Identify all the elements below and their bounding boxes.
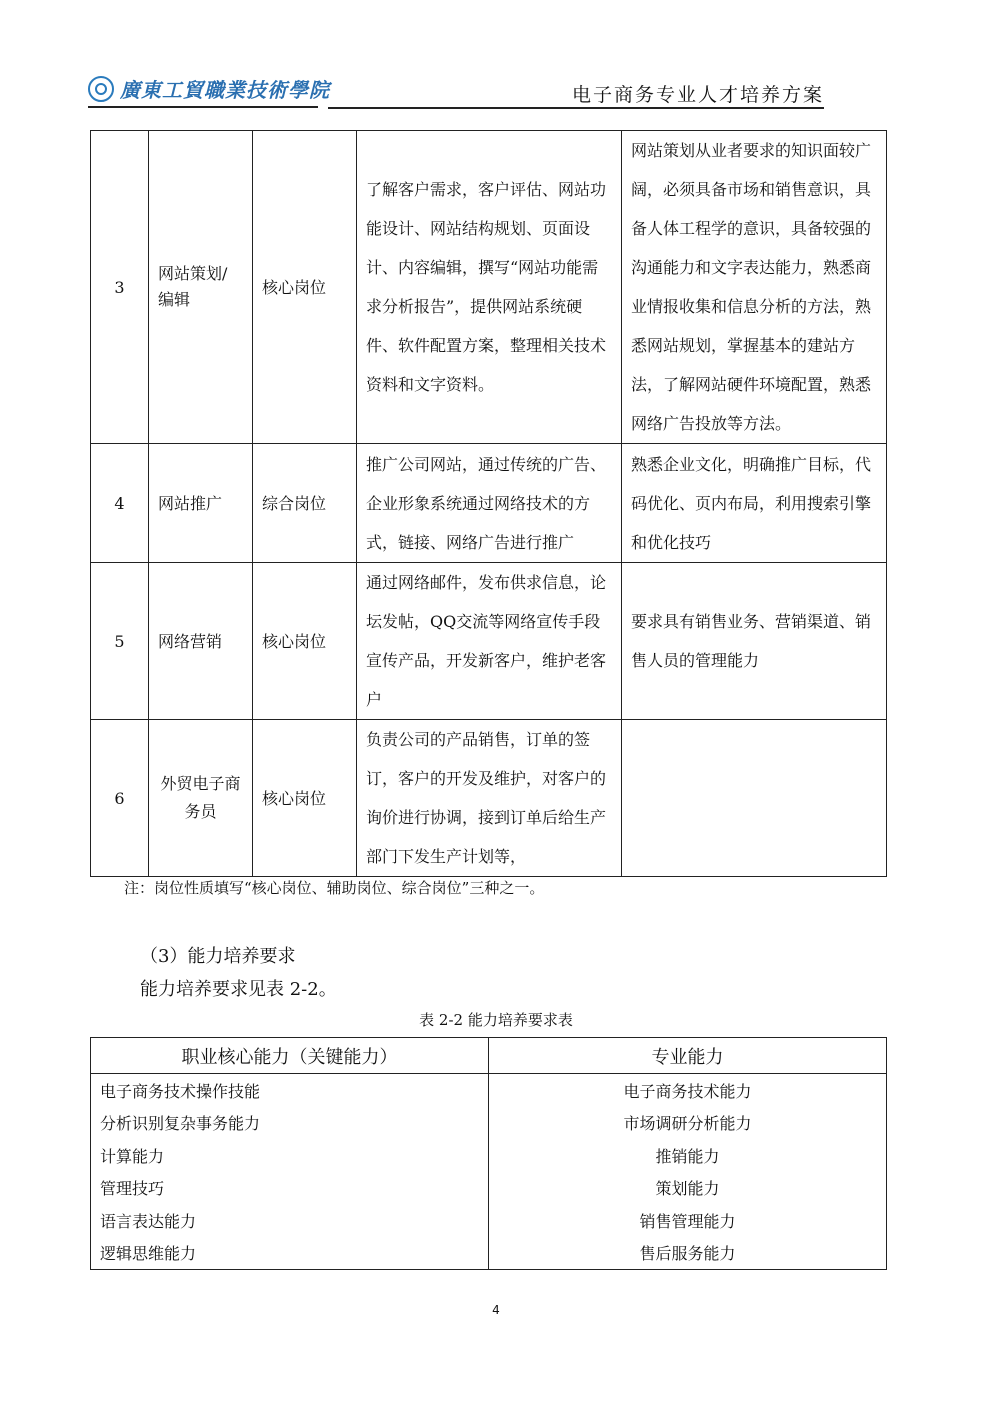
core-ability: 管理技巧 — [91, 1172, 489, 1205]
table-row — [91, 1237, 887, 1270]
core-ability: 计算能力 — [91, 1139, 489, 1172]
header-rule-right — [328, 107, 824, 109]
table-note: 注：岗位性质填写“核心岗位、辅助岗位、综合岗位”三种之一。 — [124, 879, 545, 897]
table-row — [91, 131, 887, 444]
page-header — [88, 70, 824, 110]
table-caption: 表 2-2 能力培养要求表 — [419, 1011, 573, 1029]
column-header: 职业核心能力（关键能力） — [91, 1038, 489, 1074]
ability-requirements-table — [90, 1037, 887, 1270]
post-name: 网站策划/编辑 — [149, 131, 253, 444]
table-row — [91, 1139, 887, 1172]
post-duty: 负责公司的产品销售，订单的签订，客户的开发及维护，对客户的询价进行协调，接到订单后给生产部门下发生产计划等， — [357, 720, 622, 877]
column-header: 专业能力 — [489, 1038, 887, 1074]
page-number: 4 — [492, 1303, 500, 1317]
post-duty: 了解客户需求，客户评估、网站功能设计、网站结构规划、页面设计、内容编辑，撰写“网站功能需求分析报告”，提供网站系统硬件、软件配置方案，整理相关技术资料和文字资料。 — [357, 131, 622, 444]
core-ability: 分析识别复杂事务能力 — [91, 1107, 489, 1140]
college-emblem-icon — [88, 76, 114, 102]
row-number: 6 — [91, 720, 149, 877]
table-header-row — [91, 1038, 887, 1074]
post-nature: 核心岗位 — [253, 563, 357, 720]
post-nature: 核心岗位 — [253, 720, 357, 877]
professional-ability: 电子商务技术能力 — [489, 1074, 887, 1107]
row-number: 4 — [91, 444, 149, 563]
college-name: 廣東工貿職業技術學院 — [120, 78, 330, 102]
table-row — [91, 720, 887, 877]
post-name: 外贸电子商务员 — [149, 720, 253, 877]
professional-ability: 市场调研分析能力 — [489, 1107, 887, 1140]
post-name: 网络营销 — [149, 563, 253, 720]
row-number: 5 — [91, 563, 149, 720]
professional-ability: 推销能力 — [489, 1139, 887, 1172]
college-logo — [88, 74, 330, 103]
table-row — [91, 444, 887, 563]
core-ability: 逻辑思维能力 — [91, 1237, 489, 1270]
table-row — [91, 1172, 887, 1205]
job-positions-table — [90, 130, 887, 877]
professional-ability: 策划能力 — [489, 1172, 887, 1205]
table-row — [91, 1074, 887, 1107]
section-paragraph: 能力培养要求见表 2-2。 — [140, 979, 337, 1000]
professional-ability: 售后服务能力 — [489, 1237, 887, 1270]
post-requirement: 熟悉企业文化，明确推广目标，代码优化、页内布局，利用搜索引擎和优化技巧 — [622, 444, 887, 563]
post-duty: 推广公司网站，通过传统的广告、企业形象系统通过网络技术的方式，链接、网络广告进行推广 — [357, 444, 622, 563]
row-number: 3 — [91, 131, 149, 444]
post-name: 网站推广 — [149, 444, 253, 563]
core-ability: 电子商务技术操作技能 — [91, 1074, 489, 1107]
post-requirement: 网站策划从业者要求的知识面较广阔，必须具备市场和销售意识，具备人体工程学的意识，具备较强的沟通能力和文字表达能力，熟悉商业情报收集和信息分析的方法，熟悉网站规划，掌握基本的建站方法，了解网站硬件环境配置，熟悉网络广告投放等方法。 — [622, 131, 887, 444]
post-requirement: 要求具有销售业务、营销渠道、销售人员的管理能力 — [622, 563, 887, 720]
post-nature: 综合岗位 — [253, 444, 357, 563]
professional-ability: 销售管理能力 — [489, 1204, 887, 1237]
document-title: 电子商务专业人才培养方案 — [571, 84, 824, 106]
post-requirement — [622, 720, 887, 877]
table-row — [91, 563, 887, 720]
post-duty: 通过网络邮件，发布供求信息，论坛发帖，QQ交流等网络宣传手段宣传产品，开发新客户，维护老客户 — [357, 563, 622, 720]
header-rule-left — [88, 106, 318, 108]
post-nature: 核心岗位 — [253, 131, 357, 444]
table-row — [91, 1107, 887, 1140]
table-row — [91, 1204, 887, 1237]
core-ability: 语言表达能力 — [91, 1204, 489, 1237]
section-heading: （3）能力培养要求 — [140, 946, 296, 967]
